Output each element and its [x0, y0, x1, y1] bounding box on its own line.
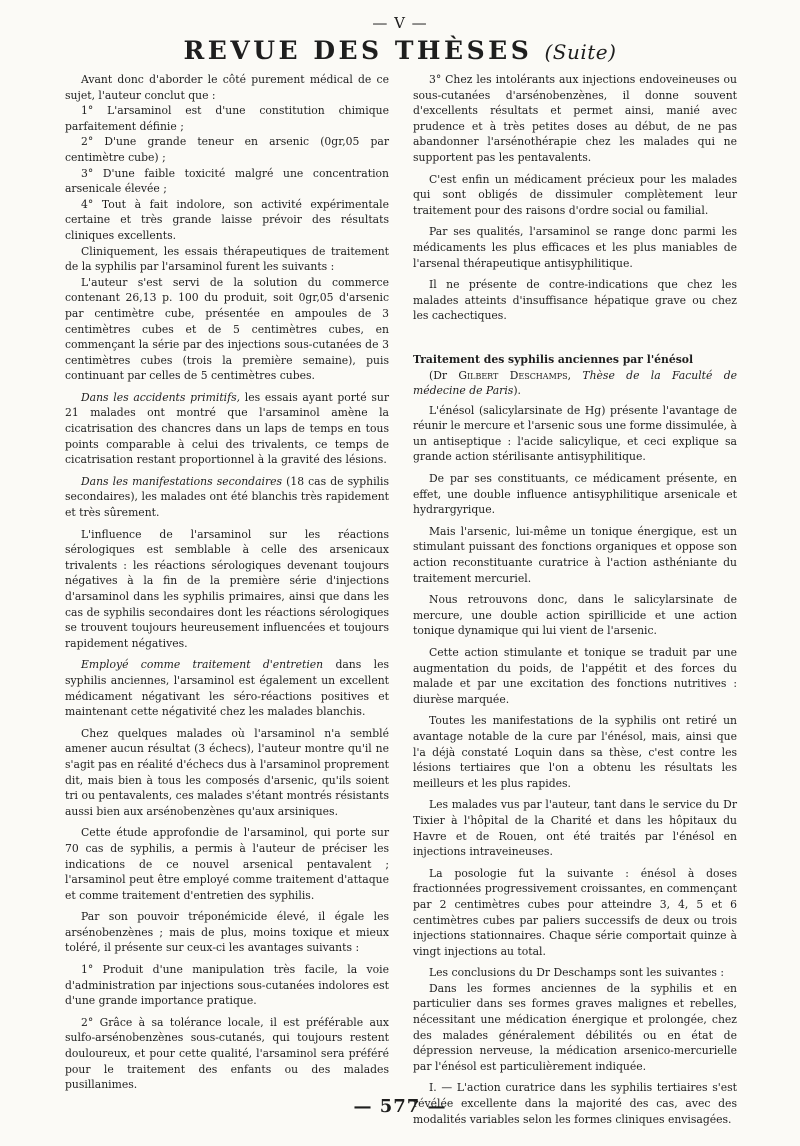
paragraph: Nous retrouvons donc, dans le salicylarsinate de mercure, une double action spirillicide et une action tonique dynamique qui lui vient de l'arsenic.	[413, 593, 737, 638]
italic-lead: Dans les accidents primitifs,	[81, 390, 241, 404]
running-head	[0, 38, 800, 63]
paragraph: 4° Tout à fait indolore, son activité expérimentale certaine et très grande laisse prévoir des résultats cliniques excellents.	[65, 197, 389, 242]
paragraph: Toutes les manifestations de la syphilis ont retiré un avantage notable de la cure par l'énésol, mais, ainsi que l'a déjà constaté Loquin dans sa thèse, c'est contre les lésions tertiaires que l'on a obtenu les résultats les meilleurs et les plus rapides.	[413, 714, 737, 790]
thesis-reference: Thèse de la Faculté de médecine de Paris	[413, 368, 738, 398]
paragraph: La posologie fut la suivante : énésol à doses fractionnées progressivement croissantes, en commençant par 2 centimètres cubes pour atteindre 3, 4, 5 et 6 centimètres cubes par paliers successifs de deux ou trois injections stationnaires. Chaque série comportait quinze à vingt injections au total.	[413, 866, 737, 958]
paragraph: Les malades vus par l'auteur, tant dans le service du Dr Tixier à l'hôpital de la Charité et dans les hôpitaux du Havre et de Rouen, ont été traités par l'énésol en injections intraveineuses.	[413, 798, 737, 859]
paragraph: Mais l'arsenic, lui-même un tonique énergique, est un stimulant puissant des fonctions organiques et oppose son action reconstituante curatrice à l'action asthéniante du traitement mercuriel.	[413, 524, 737, 585]
section-title: Traitement des syphilis anciennes par l'énésol	[413, 352, 694, 366]
paragraph: Par ses qualités, l'arsaminol se range donc parmi les médicaments les plus efficaces et les plus maniables de l'arsenal thérapeutique antisyphilitique.	[413, 225, 737, 270]
paragraph: L'énésol (salicylarsinate de Hg) présente l'avantage de réunir le mercure et l'arsenic sous une forme dissimulée, à un antiseptique : l'acide salicylique, et ceci explique sa grande action stérilisante antisyphilitique.	[413, 403, 737, 464]
paragraph: Par son pouvoir tréponémicide élevé, il égale les arsénobenzènes ; mais de plus, moins toxique et mieux toléré, il présente sur ceux-ci les avantages suivants :	[65, 910, 389, 955]
right-column	[413, 72, 737, 1127]
paragraph: 1° L'arsaminol est d'une constitution chimique parfaitement définie ;	[65, 104, 389, 133]
paragraph-body: dans les syphilis anciennes, l'arsaminol est également un excellent médicament négativant les séro-réactions positives et maintenant cette négativité chez les malades blanchis.	[65, 658, 389, 719]
paragraph: L'influence de l'arsaminol sur les réactions sérologiques est semblable à celle des arsenicaux trivalents : les réactions sérologiques devenant toujours négatives à la fin de la première série d'injections d'arsaminol dans les syphilis primaires, ainsi que dans les cas de syphilis secondaires dont les réactions sérologiques se trouvent toujours heureusement influencées et toujours rapidement négatives.	[65, 527, 389, 650]
running-head-title: REVUE DES THÈSES	[183, 36, 533, 65]
paragraph: 2° D'une grande teneur en arsenic (0gr,05 par centimètre cube) ;	[65, 135, 389, 164]
paragraph: I. — L'action curatrice dans les syphilis tertiaires s'est révélée excellente dans la majorité des cas, avec des modalités variables selon les formes cliniques envisagées.	[413, 1081, 737, 1126]
paragraph-body: les essais ayant porté sur 21 malades ont montré que l'arsaminol amène la cicatrisation des chancres dans un laps de temps en tous points comparable à celui des trivalents, ce temps de cicatrisation restant proportionnel à la gravité des lésions.	[65, 390, 389, 467]
page-folio: — 577 —	[353, 1096, 447, 1117]
paragraph-body: (18 cas de syphilis secondaires), les malades ont été blanchis très rapidement et très sûrement.	[65, 474, 389, 520]
paragraph: Avant donc d'aborder le côté purement médical de ce sujet, l'auteur conclut que :	[65, 73, 389, 102]
paragraph: Cette étude approfondie de l'arsaminol, qui porte sur 70 cas de syphilis, a permis à l'auteur de préciser les indications de ce nouvel arsenical pentavalent ; l'arsaminol peut être employé comme traitement d'attaque et comme traitement d'entretien des syphilis.	[65, 826, 389, 902]
running-head-suffix: (Suite)	[544, 40, 617, 64]
italic-lead: Dans les manifestations secondaires	[81, 474, 283, 488]
paragraph: 3° D'une faible toxicité malgré une concentration arsenicale élevée ;	[65, 166, 389, 196]
paragraph: Cliniquement, les essais thérapeutiques de traitement de la syphilis par l'arsaminol furent les suivants :	[65, 244, 389, 274]
italic-lead: Employé comme traitement d'entretien	[81, 658, 324, 672]
paragraph: 2° Grâce à sa tolérance locale, il est préférable aux sulfo-arsénobenzènes sous-cutanés, qui toujours restent douloureux, et pour cette qualité, l'arsaminol sera préféré pour le traitement des enfants ou des malades pusillanimes.	[65, 1015, 389, 1092]
paragraph: L'auteur s'est servi de la solution du commerce contenant 26,13 p. 100 du produit, soit 0gr,05 d'arsenic par centimètre cube, présentée en ampoules de 3 centimètres cubes et de 5 centimètres cubes, en commençant la série par des injections sous-cutanées de 3 centimètres cubes (trois la première semaine), puis continuant par celles de 5 centimètres cubes.	[65, 275, 389, 383]
byline-suffix: ).	[513, 384, 521, 398]
left-column	[65, 72, 389, 1093]
paragraph: C'est enfin un médicament précieux pour les malades qui sont obligés de dissimuler complètement leur traitement pour des raisons d'ordre social ou familial.	[413, 172, 737, 217]
paragraph	[65, 657, 389, 719]
paragraph: De par ses constituants, ce médicament présente, en effet, une double influence antisyphilitique arsenicale et hydrargyrique.	[413, 472, 737, 517]
paragraph: 1° Produit d'une manipulation très facile, la voie d'administration par injections sous-cutanées indolores est d'une grande importance pratique.	[65, 963, 389, 1008]
paragraph	[65, 474, 389, 521]
roman-page-number: — V —	[372, 14, 428, 32]
paragraph: Il ne présente de contre-indications que chez les malades atteints d'insuffisance hépatique grave ou chez les cachectiques.	[413, 278, 737, 323]
paragraph: Cette action stimulante et tonique se traduit par une augmentation du poids, de l'appétit et des forces du malade et par une excitation des fonctions nutritives : diurèse marquée.	[413, 646, 737, 706]
section-byline	[413, 368, 737, 399]
paragraph	[65, 390, 389, 468]
paragraph: Chez quelques malades où l'arsaminol n'a semblé amener aucun résultat (3 échecs), l'auteur montre qu'il ne s'agit pas en réalité d'échecs dus à l'arsaminol proprement dit, mais bien à tous les composés d'arsenic, qu'ils soient tri ou pentavalents, ces malades s'étant montrés résistants aussi bien aux arsénobenzènes qu'aux arsiniques.	[65, 726, 389, 818]
author-name: Gilbert Deschamps,	[458, 368, 572, 382]
paragraph: Dans les formes anciennes de la syphilis et en particulier dans ses formes graves malignes et rebelles, nécessitant une médication énergique et prolongée, chez des malades généralement débilités ou en état de dépression nerveuse, la médication arsenico-mercurielle par l'énésol est particulièrement indiquée.	[413, 981, 737, 1073]
byline-prefix: (Dr	[429, 368, 448, 382]
paragraph: 3° Chez les intolérants aux injections endoveineuses ou sous-cutanées d'arsénobenzènes, il donne souvent d'excellents résultats et permet ainsi, manié avec prudence et à très petites doses au début, de ne pas abandonner l'arsénothérapie chez les malades qui ne supportent pas les pentavalents.	[413, 73, 737, 164]
paragraph: Les conclusions du Dr Deschamps sont les suivantes :	[429, 966, 724, 980]
